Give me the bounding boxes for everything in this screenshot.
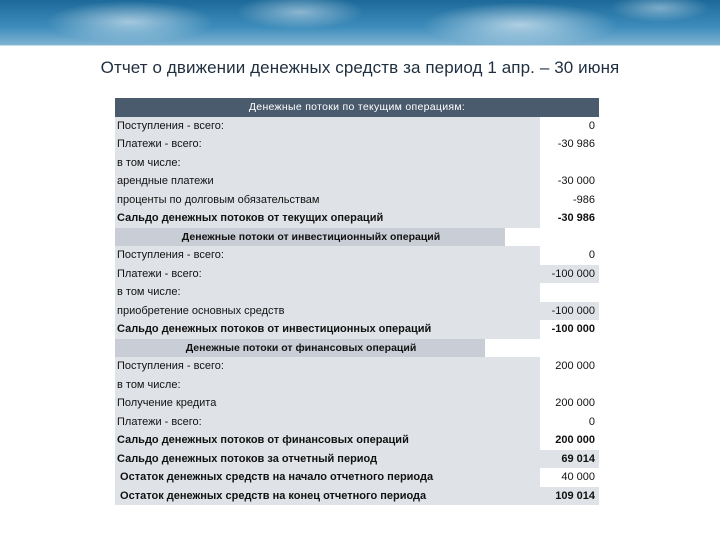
row-value: -30 986: [557, 212, 595, 225]
header-divider: [0, 45, 720, 46]
table-row-total: [115, 450, 599, 469]
row-value: 0: [588, 249, 595, 262]
row-label: в том числе:: [115, 154, 540, 173]
table-row: [115, 302, 599, 321]
section-header-financing: [115, 339, 599, 358]
header-banner: [0, 0, 720, 45]
row-value: [540, 283, 599, 302]
row-label: в том числе:: [115, 376, 540, 395]
row-label: Сальдо денежных потоков от финансовых операций: [115, 431, 540, 450]
row-value: 200 000: [555, 397, 595, 410]
row-label: приобретение основных средств: [115, 302, 540, 321]
cash-flow-table: [115, 98, 599, 505]
row-label: Сальдо денежных потоков от текущих операций: [115, 209, 540, 228]
row-label: Платежи - всего:: [115, 135, 540, 154]
section-header-label: Денежные потоки от инвестиционныйх операций: [115, 228, 505, 247]
slide-title: Отчет о движении денежных средств за период 1 апр. – 30 июня: [100, 58, 620, 77]
row-value: 0: [588, 119, 595, 132]
row-label: Платежи - всего:: [115, 413, 540, 432]
table-row: [115, 246, 599, 265]
table-row-total: [115, 431, 599, 450]
row-value: -100 000: [551, 323, 595, 336]
table-row: [115, 283, 599, 302]
row-label: Получение кредита: [115, 394, 540, 413]
table-row: [115, 172, 599, 191]
row-label: арендные платежи: [115, 172, 540, 191]
table-row: [115, 265, 599, 284]
row-value: -100 000: [540, 265, 599, 284]
row-label: в том числе:: [115, 283, 540, 302]
row-label: Сальдо денежных потоков от инвестиционных операций: [115, 320, 540, 339]
row-label: проценты по долговым обязательствам: [115, 191, 540, 210]
row-value: [540, 154, 599, 173]
table-row: [115, 135, 599, 154]
table-row-total: [115, 468, 599, 487]
table-row: [115, 117, 599, 136]
row-value: 109 014: [540, 487, 599, 506]
table-row: [115, 357, 599, 376]
row-value: [540, 376, 599, 395]
row-label: Сальдо денежных потоков за отчетный период: [115, 450, 540, 469]
section-header-investing: [115, 228, 599, 247]
section-header-label: Денежные потоки по текущим операциям:: [248, 101, 466, 114]
row-label: Поступления - всего:: [115, 117, 540, 136]
table-row: [115, 394, 599, 413]
row-label: Остаток денежных средств на начало отчетного периода: [115, 468, 540, 487]
table-row: [115, 376, 599, 395]
row-label: Платежи - всего:: [115, 265, 540, 284]
table-row: [115, 154, 599, 173]
row-value: -100 000: [540, 302, 599, 321]
row-value: 69 014: [540, 450, 599, 469]
row-value: -30 000: [557, 175, 595, 188]
row-value: 40 000: [561, 471, 595, 484]
row-value: -30 986: [557, 138, 595, 151]
table-row: [115, 413, 599, 432]
row-value: -986: [572, 193, 595, 206]
section-header-label: Денежные потоки от финансовых операций: [115, 339, 485, 358]
table-row: [115, 191, 599, 210]
table-row-total: [115, 487, 599, 506]
row-value: 200 000: [555, 434, 595, 447]
table-row-total: [115, 209, 599, 228]
section-header-operating: [115, 98, 599, 117]
row-label: Поступления - всего:: [115, 246, 540, 265]
row-value: 200 000: [555, 360, 595, 373]
row-value: 0: [588, 415, 595, 428]
row-label: Остаток денежных средств на конец отчетного периода: [115, 487, 540, 506]
row-label: Поступления - всего:: [115, 357, 540, 376]
table-row-total: [115, 320, 599, 339]
